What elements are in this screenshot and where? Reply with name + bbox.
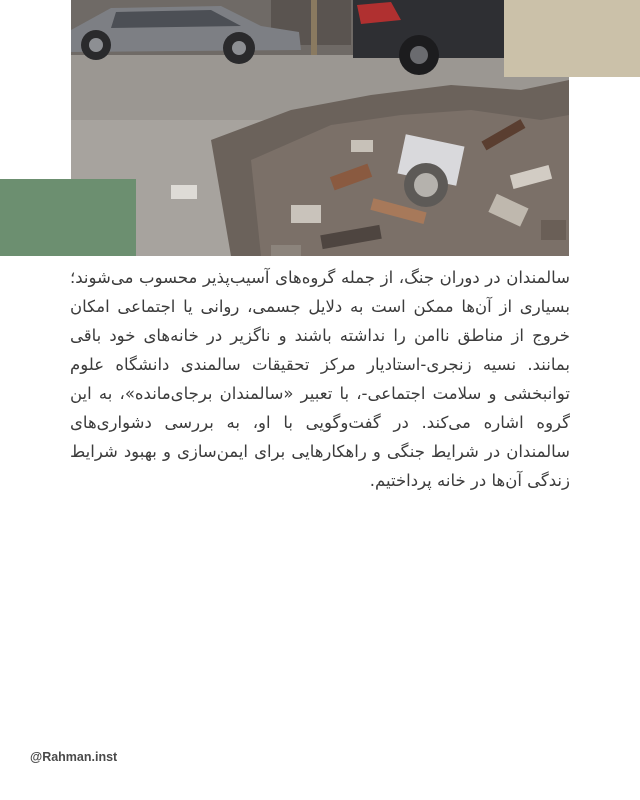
article-body: سالمندان در دوران جنگ، از جمله گروه‌های آسیب‌پذیر محسوب می‌شوند؛ بسیاری از آن‌ها ممکن است به دلایل جسمی، روانی یا اجتماعی امکان خروج از مناطق ناامن را نداشته باشند و ناگزیر در خانه‌های خود باقی بمانند. نسیه زنجری-استادیار مرکز تحقیقات سالمندی دانشگاه علوم توانبخشی و سلامت اجتماعی-، با تعبیر «سالمندان برجای‌مانده»، به این گروه اشاره می‌کند. در گفت‌وگویی با او، به بررسی دشواری‌های سالمندان در شرایط جنگی و راهکارهایی برای ایمن‌سازی و بهبود شرایط زندگی آن‌ها در خانه پرداختیم. <box>70 268 570 490</box>
decorative-beige-block <box>504 0 640 77</box>
decorative-green-block <box>0 179 136 256</box>
rubble-street-photo <box>71 0 569 256</box>
account-handle: @Rahman.inst <box>30 750 118 764</box>
